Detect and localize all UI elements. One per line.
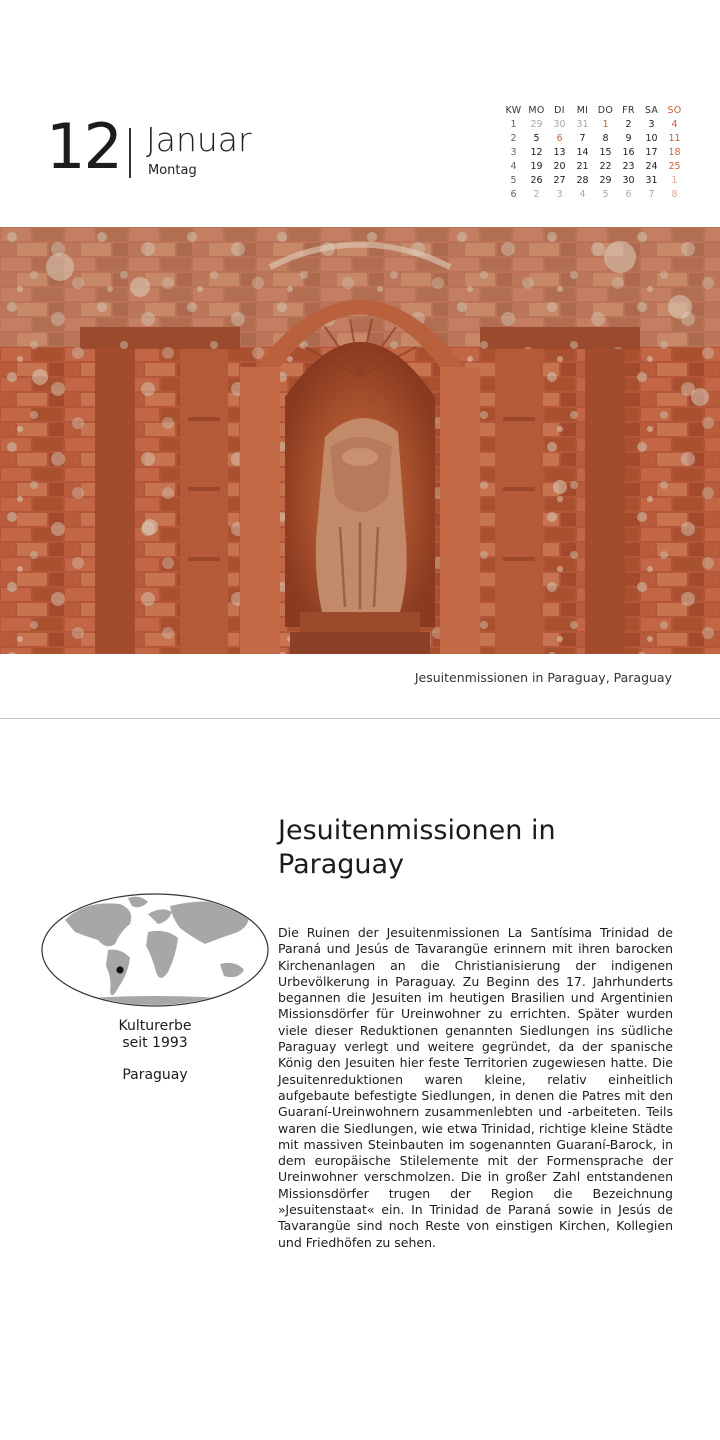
calendar-day: 2	[533, 189, 540, 200]
calendar-week-row	[502, 146, 686, 160]
world-map-icon	[40, 892, 270, 1008]
calendar-week-number: 6	[510, 189, 517, 200]
calendar-day: 21	[576, 161, 589, 172]
mission-ruins-illustration	[0, 227, 720, 654]
calendar-header-fr: FR	[622, 105, 635, 116]
calendar-day: 31	[576, 119, 589, 130]
calendar-day: 12	[530, 147, 543, 158]
calendar-day: 1	[602, 119, 609, 130]
calendar-day: 20	[553, 161, 566, 172]
calendar-week-number: 3	[510, 147, 517, 158]
calendar-day: 17	[645, 147, 658, 158]
calendar-day: 10	[645, 133, 658, 144]
calendar-day: 22	[599, 161, 612, 172]
heritage-year: seit 1993	[122, 1035, 188, 1051]
calendar-week-row	[502, 132, 686, 146]
calendar-week-row	[502, 118, 686, 132]
calendar-week-number: 1	[510, 119, 517, 130]
calendar-week-row	[502, 174, 686, 188]
calendar-header-so: SO	[667, 105, 682, 116]
calendar-day: 25	[668, 161, 681, 172]
calendar-day: 4	[579, 189, 586, 200]
calendar-day: 29	[530, 119, 543, 130]
calendar-day: 24	[645, 161, 658, 172]
location-marker-icon	[116, 966, 123, 973]
calendar-day: 11	[668, 133, 681, 144]
calendar-day: 5	[533, 133, 540, 144]
photo-caption: Jesuitenmissionen in Paraguay, Paraguay	[414, 670, 672, 685]
page-separator	[0, 718, 720, 719]
calendar-day: 7	[579, 133, 586, 144]
calendar-day: 9	[625, 133, 632, 144]
day-number: 12	[46, 110, 121, 183]
calendar-header-mi: MI	[576, 105, 589, 116]
article-body: Die Ruinen der Jesuitenmissionen La Santísima Trinidad de Paraná und Jesús de Tavarangüe erinnern mit ihren barocken Kirchenanlagen an die Christianisierung der indigenen Urbevölkerung in Paraguay. Zu Beginn des 17. Jahrhunderts begannen die Jesuiten im heutigen Brasilien und Argentinien Missionsdörfer für Ureinwohner zu errichten. Später wurden viele dieser Reduktionen genannten Siedlungen ins südliche Paraguay verlegt und weitere gegründet, da der spanische König den Jesuiten hier feste Territorien zugewiesen hatte. Die Jesuitenreduktionen waren kleine, relativ einheitlich aufgebaute befestigte Siedlungen, in denen die Patres mit den Guaraní-Ureinwohnern zusammenlebten und -arbeiteten. Teils waren die Siedlungen, wie etwa Trinidad, richtige kleine Städte mit massiven Steinbauten im sogenannten Guaraní-Barock, in dem europäische Stilelemente mit der Formensprache der Ureinwohner verschmolzen. Die in großer Zahl entstandenen Missionsdörfer trugen der Region die Bezeichnung »Jesuitenstaat« ein. In Trinidad de Paraná sowie in Jesús de Tavarangüe sind noch Reste von einstigen Kirchen, Kollegien und Friedhöfen zu sehen.	[278, 925, 673, 1250]
calendar-header-mo: MO	[528, 105, 545, 116]
month-name: Januar	[146, 120, 252, 159]
calendar-day: 14	[576, 147, 589, 158]
calendar-day: 19	[530, 161, 543, 172]
calendar-header-kw: KW	[505, 105, 522, 116]
calendar-day: 2	[625, 119, 632, 130]
calendar-day: 15	[599, 147, 612, 158]
date-divider	[129, 128, 131, 178]
calendar-day: 4	[671, 119, 678, 130]
calendar-day: 30	[553, 119, 566, 130]
mini-calendar-header-row	[502, 104, 686, 118]
calendar-day: 16	[622, 147, 635, 158]
calendar-day: 7	[648, 189, 655, 200]
calendar-header-do: DO	[597, 105, 614, 116]
calendar-day: 31	[645, 175, 658, 186]
calendar-day: 18	[668, 147, 681, 158]
landmark-photo	[0, 227, 720, 654]
calendar-header-di: DI	[554, 105, 565, 116]
calendar-week-number: 2	[510, 133, 517, 144]
calendar-day: 8	[671, 189, 678, 200]
article-title: Jesuitenmissionen in Paraguay	[278, 815, 556, 880]
calendar-day: 27	[553, 175, 566, 186]
mini-calendar	[502, 104, 686, 202]
calendar-day: 28	[576, 175, 589, 186]
heritage-badge	[40, 1018, 270, 1052]
calendar-week-row	[502, 188, 686, 202]
calendar-day: 5	[602, 189, 609, 200]
calendar-day: 1	[671, 175, 678, 186]
calendar-header-sa: SA	[644, 105, 659, 116]
calendar-day: 23	[622, 161, 635, 172]
calendar-day: 3	[556, 189, 563, 200]
calendar-day: 13	[553, 147, 566, 158]
country-name: Paraguay	[122, 1067, 188, 1083]
calendar-day: 6	[556, 133, 563, 144]
calendar-day: 8	[602, 133, 609, 144]
calendar-day: 6	[625, 189, 632, 200]
weekday-label: Montag	[148, 163, 197, 178]
heritage-type: Kulturerbe	[118, 1018, 192, 1034]
calendar-week-number: 5	[510, 175, 517, 186]
calendar-day: 3	[648, 119, 655, 130]
calendar-day: 30	[622, 175, 635, 186]
calendar-day: 26	[530, 175, 543, 186]
calendar-day: 29	[599, 175, 612, 186]
calendar-week-number: 4	[510, 161, 517, 172]
calendar-week-row	[502, 160, 686, 174]
